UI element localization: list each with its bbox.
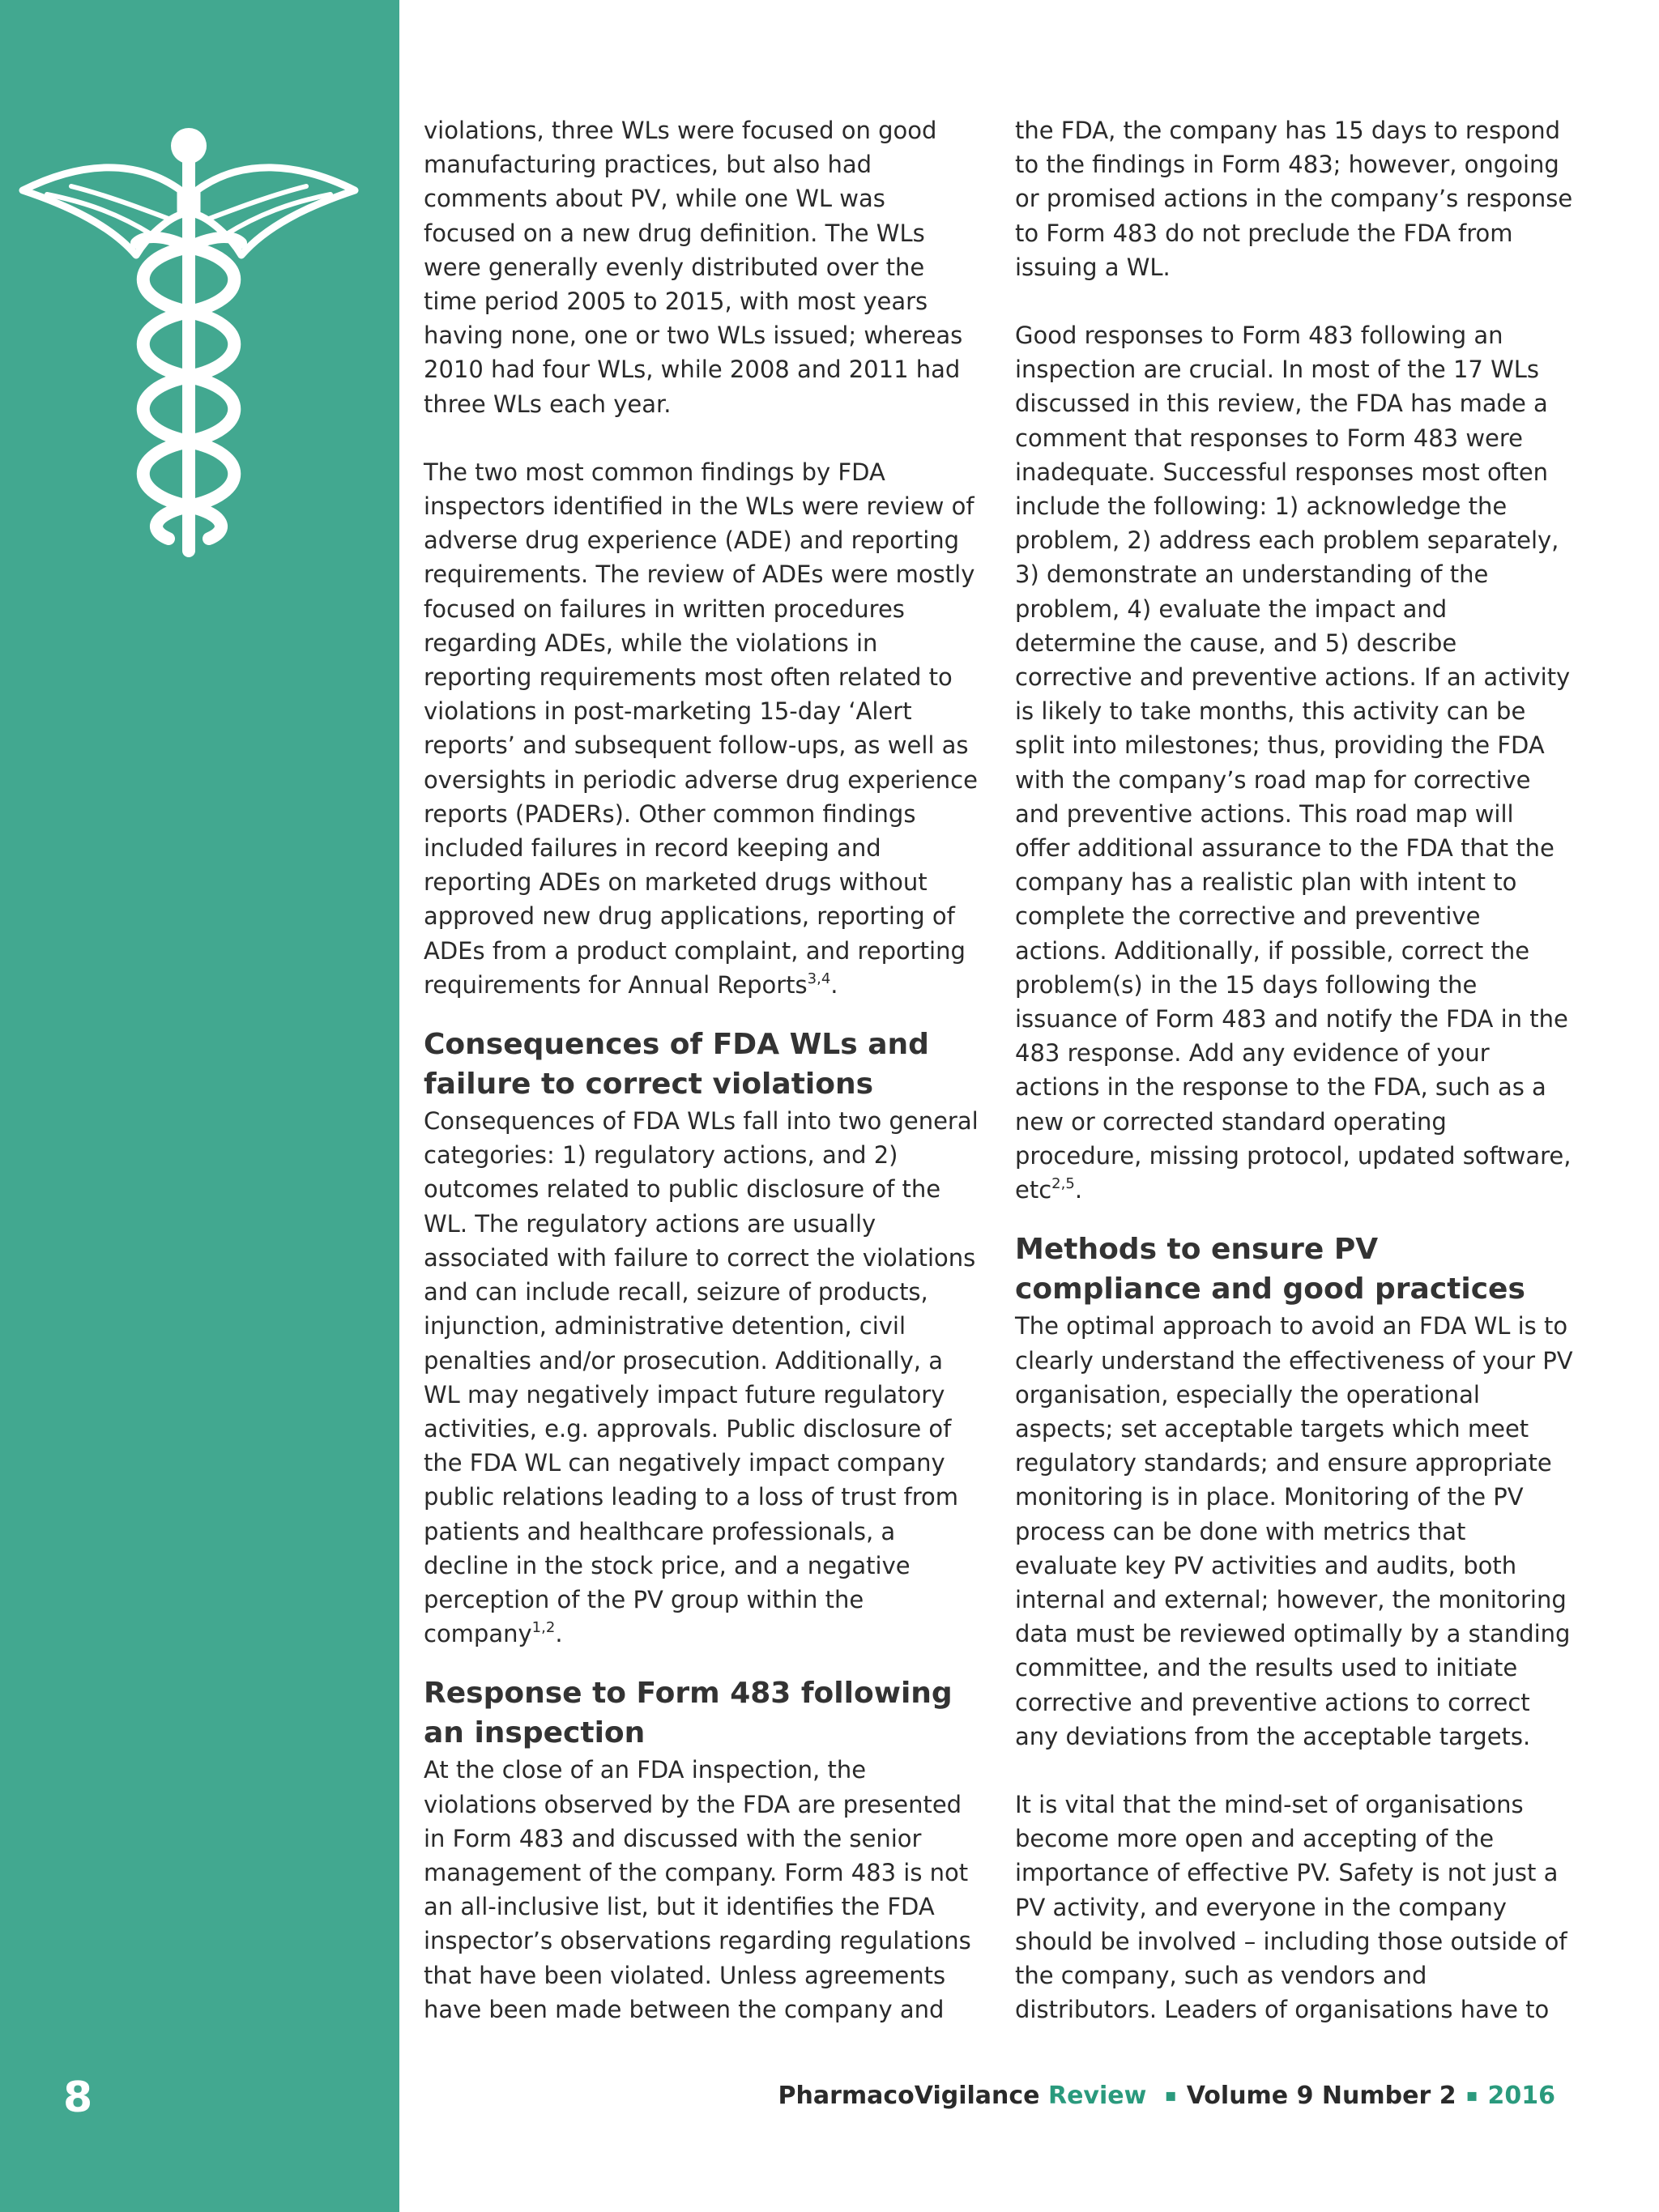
page-number: 8 xyxy=(63,2073,93,2122)
journal-name: PharmacoVigilance xyxy=(778,2082,1040,2110)
right-column xyxy=(1015,113,1574,2027)
paragraph: The two most common findings by FDA inspectors identified in the WLs were review of adverse drug experience (ADE) and reporting requirements. The review of ADEs were mostly focused on failures in written procedures regarding ADEs, while the violations in reporting requirements most often related to violations in post-marketing 15-day ‘Alert reports’ and subsequent follow-ups, as well as oversights in periodic adverse drug experience reports (PADERs). Other common findings included failures in record keeping and reporting ADEs on marketed drugs without approved new drug applications, reporting of ADEs from a product complaint, and reporting requirements for Annual Reports$^{3,4}$. xyxy=(424,458,978,999)
separator-square: ▪ xyxy=(1465,2086,1478,2106)
section-heading: Consequences of FDA WLs and failure to correct violations xyxy=(424,1028,929,1102)
sidebar-band xyxy=(0,0,399,2212)
journal-review: Review xyxy=(1047,2082,1147,2110)
paragraph: The optimal approach to avoid an FDA WL is to clearly understand the effectiveness of your PV organisation, especially the operational aspects; set acceptable targets which meet regulatory standards; and ensure appropriate monitoring is in place. Monitoring of the PV process can be done with metrics that evaluate key PV activities and audits, both internal and external; however, the monitoring data must be reviewed optimally by a standing committee, and the results used to initiate corrective and preventive actions to correct any deviations from the acceptable targets. xyxy=(1015,1312,1573,1750)
separator-square: ▪ xyxy=(1164,2086,1177,2106)
reference-superscript: 2,5 xyxy=(1051,1175,1075,1193)
section-heading: Response to Form 483 following an inspection xyxy=(424,1677,953,1750)
paragraph: It is vital that the mind-set of organisations become more open and accepting of the importance of effective PV. Safety is not just a PV activity, and everyone in the company should be involved – including those outside of the company, such as vendors and distributors. Leaders of organisations have to xyxy=(1015,1790,1567,2024)
paragraph: At the close of an FDA inspection, the violations observed by the FDA are presented in Form 483 and discussed with the senior management of the company. Form 483 is not an all-inclusive list, but it identifies the FDA inspector’s observations regarding regulations that have been violated. Unless agreements have been made between the company and xyxy=(424,1756,971,2023)
reference-superscript: 1,2 xyxy=(531,1619,556,1637)
paragraph: Consequences of FDA WLs fall into two general categories: 1) regulatory actions, and 2) outcomes related to public disclosure of the WL. The regulatory actions are usually associated with failure to correct the violations and can include recall, seizure of products, injunction, administrative detention, civil penalties and/or prosecution. Additionally, a WL may negatively impact future regulatory activities, e.g. approvals. Public disclosure of the FDA WL can negatively impact company public relations leading to a loss of trust from patients and healthcare professionals, a decline in the stock price, and a negative perception of the PV group within the company$^{1,2}$. xyxy=(424,1107,979,1648)
section-heading: Methods to ensure PV compliance and good practices xyxy=(1015,1233,1525,1306)
volume-issue: Volume 9 Number 2 xyxy=(1186,2082,1456,2110)
publication-year: 2016 xyxy=(1487,2082,1555,2110)
reference-superscript: 3,4 xyxy=(807,970,831,987)
journal-footer xyxy=(778,2082,1556,2110)
caduceus-icon xyxy=(15,113,363,559)
paragraph: Good responses to Form 483 following an inspection are crucial. In most of the 17 WLs discussed in this review, the FDA has made a comment that responses to Form 483 were inadequate. Successful responses most often include the following: 1) acknowledge the problem, 2) address each problem separately, 3) demonstrate an understanding of the problem, 4) evaluate the impact and determine the cause, and 5) describe corrective and preventive actions. If an activity is likely to take months, this activity can be split into milestones; thus, providing the FDA with the company’s road map for corrective and preventive actions. This road map will offer additional assurance to the FDA that the company has a realistic plan with intent to complete the corrective and preventive actions. Additionally, if possible, correct the problem(s) in the 15 days following the issuance of Form 483 and notify the FDA in the 483 response. Add any evidence of your actions in the response to the FDA, such as a new or corrected standard operating procedure, missing protocol, updated software, etc$^{2,5}$. xyxy=(1015,322,1572,1204)
left-column xyxy=(424,113,983,2027)
paragraph: violations, three WLs were focused on good manufacturing practices, but also had comments about PV, while one WL was focused on a new drug definition. The WLs were generally evenly distributed over the time period 2005 to 2015, with most years having none, one or two WLs issued; whereas 2010 had four WLs, while 2008 and 2011 had three WLs each year. xyxy=(424,117,963,418)
paragraph: the FDA, the company has 15 days to respond to the findings in Form 483; however, ongoing or promised actions in the company’s response to Form 483 do not preclude the FDA from issuing a WL. xyxy=(1015,117,1573,281)
